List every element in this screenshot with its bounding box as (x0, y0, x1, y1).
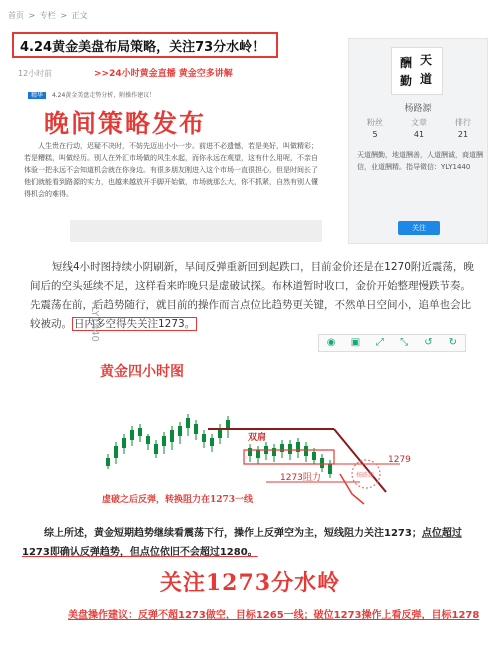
stat-rank (443, 117, 483, 139)
analysis-highlight: 日内多空得失关注1273。 (74, 318, 196, 330)
stat-label: 粉丝 (367, 118, 383, 127)
article-time: 12小时前 (18, 69, 53, 78)
focus-headline: 关注1273分水岭 (159, 570, 341, 596)
seal-text: 杨路源 (356, 472, 375, 479)
placeholder-bar (70, 220, 322, 242)
chart-caption: 虚破之后反弹，转换阻力在1273一线 (102, 495, 254, 505)
breadcrumb-column[interactable]: 专栏 (39, 11, 56, 20)
logo-char: 道 (420, 72, 433, 86)
author-card (348, 38, 488, 244)
breadcrumb (8, 10, 90, 21)
advice-text: 美盘操作建议：反弹不超1273做空，目标1265一线；破位1273操作上看反弹，目标1278 (68, 610, 480, 621)
down-trend-line (334, 429, 386, 492)
essence-tag: 精华 (28, 92, 46, 99)
stat-fans (355, 117, 395, 139)
stat-value: 5 (372, 130, 378, 139)
logo-char: 酬 (400, 56, 413, 70)
live-link[interactable]: >>24小时黄金直播 黄金空多讲解 (94, 69, 233, 79)
level-1279-label: 1279 (388, 455, 411, 465)
article-title-box (12, 32, 278, 58)
stat-label: 排行 (455, 118, 471, 127)
chart-title: 黄金四小时图 (100, 364, 184, 380)
breadcrumb-home[interactable]: 首页 (8, 11, 24, 20)
summary-paragraph (22, 524, 482, 562)
mini-header (28, 90, 155, 99)
author-stats (355, 117, 483, 139)
author-bio: 天道酬勤，地道酬善，人道酬诚，商道酬信，业道酬精。指导微信：YLY1440 (357, 151, 483, 171)
logo-char: 勤 (400, 74, 413, 88)
article-image-strategy (20, 88, 330, 248)
author-name[interactable]: 杨路源 (404, 104, 432, 114)
rotate-left-icon[interactable]: ↺ (424, 337, 433, 348)
breadcrumb-sep: > (28, 11, 36, 20)
wechat-icon[interactable]: ◉ (326, 337, 336, 348)
mini-header-text: 4.24黄金美盘走势分析，附操作建议！ (51, 92, 156, 99)
analysis-text: 短线4小时图持续小阴刷新，早间反弹重新回到起跌口，目前金价还是在1270附近震荡，晚间后的空头延续不足，这样看来昨晚只是虚破试探。布林道暂时收口，金价开始整理慢跌节奏。先震荡在前，后趋势随行，就目前的操作而言点位比趋势更关键，不然单日空间小，追单也会比较被动。 (30, 261, 474, 330)
stat-value: 41 (413, 130, 425, 139)
follow-button[interactable]: 关注 (398, 221, 440, 235)
strategy-headline: 晚间策略发布 (44, 109, 207, 138)
rotate-right-icon[interactable]: ↻ (448, 337, 457, 348)
shoulder-label: 双肩 (248, 433, 267, 443)
image-icon[interactable]: ▣ (350, 337, 361, 348)
article-title: 4.24黄金美盘布局策略，关注73分水岭！ (20, 39, 266, 55)
stat-value: 21 (457, 130, 469, 139)
candles-right (248, 438, 332, 478)
shrink-icon[interactable]: ⤡ (400, 337, 409, 348)
summary-underline: 点位超过1273即确认反弹趋势，但点位依旧不会超过1280。 (22, 528, 462, 558)
expand-icon[interactable]: ⤢ (375, 337, 384, 348)
image-toolbar (318, 334, 466, 352)
motivation-quote: 人生贵在行动，迟疑不决时，不妨先迈出小小一步。前进不必遗憾，若是美好，叫做精彩；若是糟糕，叫做经历。别人在外汇市场做的风生水起，而你永远在观望，这有什么用呢，不亲自体验一把永远不会知道机会就在你身边。有很多朋友刚进入这个市场一直很担心，但是时间长了他们就能看到路源的实力，也越来越放开手脚开始做，市场就那么大，你不抓紧，自然有别人懂得机会的难得。 (24, 142, 318, 198)
stat-label: 文章 (411, 118, 427, 127)
breadcrumb-current: 正文 (71, 11, 88, 20)
stat-articles (399, 117, 439, 139)
chart-watermark: YLY1440 (89, 300, 100, 342)
resistance-label: 1273阻力 (280, 473, 321, 483)
summary-text: 综上所述，黄金短期趋势继续看震荡下行，操作上反弹空为主，短线阻力关注1273； (44, 528, 422, 539)
logo-char: 天 (420, 53, 433, 67)
breadcrumb-sep: > (60, 11, 68, 20)
candles-left (106, 414, 230, 469)
trading-advice (22, 606, 482, 626)
author-logo (391, 47, 443, 95)
